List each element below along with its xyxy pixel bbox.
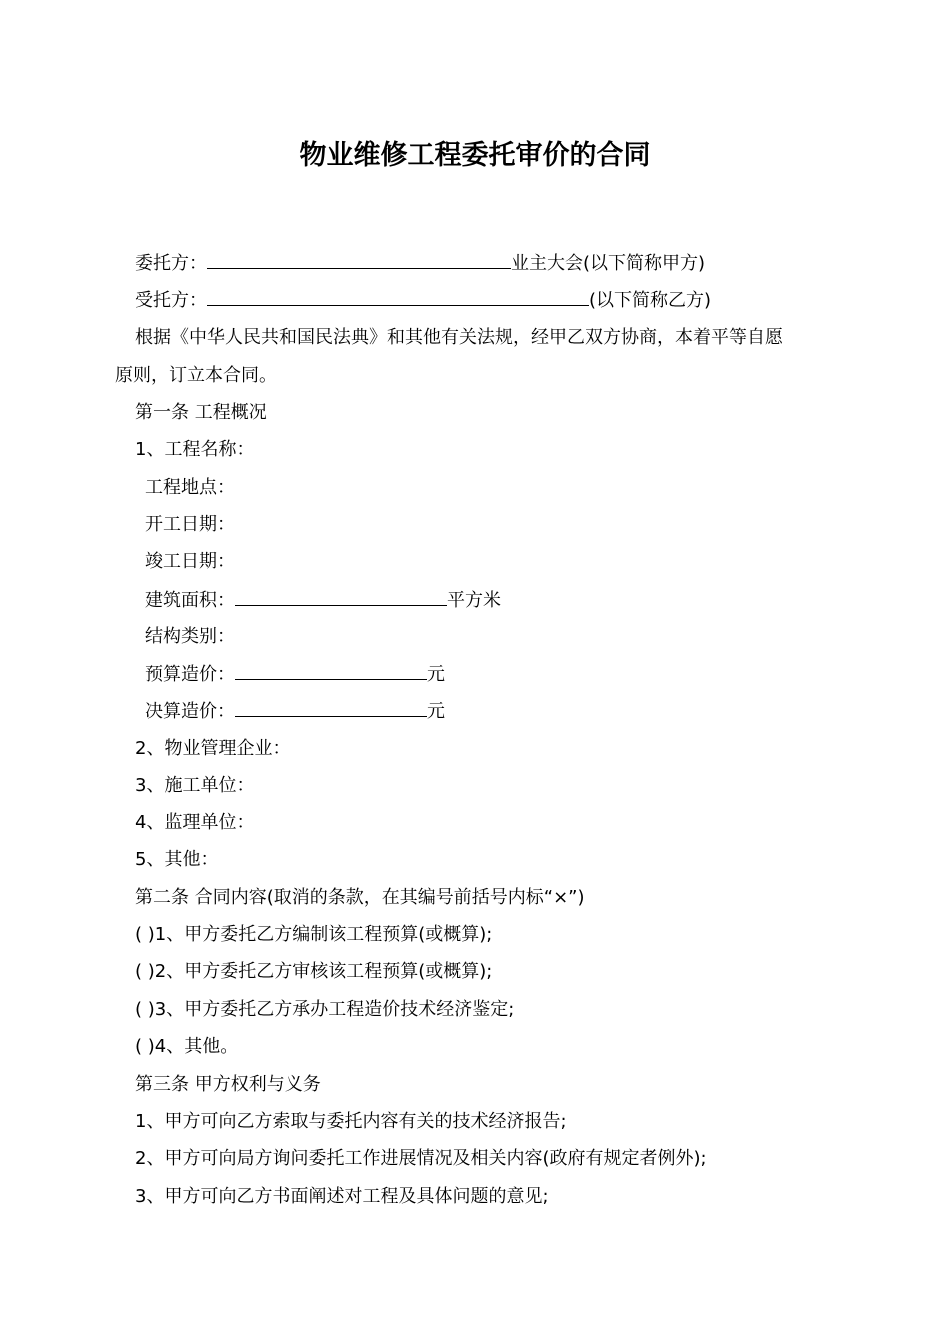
right-1: 1、甲方可向乙方索取与委托内容有关的技术经济报告; — [135, 1111, 567, 1132]
option-4: ( )4、其他。 — [135, 1036, 239, 1057]
completion-date: 竣工日期： — [145, 551, 235, 572]
client-blank[interactable] — [207, 251, 511, 269]
client-suffix: 业主大会(以下简称甲方) — [511, 253, 706, 274]
budget-cost-blank[interactable] — [235, 662, 427, 680]
preamble-line-1: 根据《中华人民共和国民法典》和其他有关法规，经甲乙双方协商，本着平等自愿 — [135, 327, 783, 348]
final-cost-line — [145, 699, 445, 724]
client-line — [135, 251, 705, 276]
item-5-other: 5、其他： — [135, 849, 219, 870]
option-2: ( )2、甲方委托乙方审核该工程预算(或概算); — [135, 961, 493, 982]
preamble-line-2: 原则，订立本合同。 — [115, 365, 277, 386]
item-4-supervision-unit: 4、监理单位： — [135, 812, 255, 833]
building-area-blank[interactable] — [235, 588, 447, 606]
final-cost-unit: 元 — [427, 701, 445, 722]
final-cost-blank[interactable] — [235, 699, 427, 717]
right-2: 2、甲方可向局方询问委托工作进展情况及相关内容(政府有规定者例外); — [135, 1148, 707, 1169]
article-3-heading: 第三条 甲方权利与义务 — [135, 1074, 321, 1095]
contractor-blank[interactable] — [207, 288, 589, 306]
right-3: 3、甲方可向乙方书面阐述对工程及具体问题的意见; — [135, 1186, 549, 1207]
item-1-project-name: 1、工程名称： — [135, 439, 255, 460]
item-3-construction-unit: 3、施工单位： — [135, 775, 255, 796]
article-1-heading: 第一条 工程概况 — [135, 402, 267, 423]
budget-cost-label: 预算造价： — [145, 664, 235, 685]
budget-cost-unit: 元 — [427, 664, 445, 685]
final-cost-label: 决算造价： — [145, 701, 235, 722]
structure-type: 结构类别： — [145, 626, 235, 647]
project-site: 工程地点： — [145, 477, 235, 498]
item-2-property-company: 2、物业管理企业： — [135, 738, 291, 759]
document-title: 物业维修工程委托审价的合同 — [299, 140, 651, 171]
building-area-label: 建筑面积： — [145, 590, 235, 611]
contractor-suffix: (以下简称乙方) — [589, 290, 712, 311]
building-area-line — [145, 588, 501, 613]
option-3: ( )3、甲方委托乙方承办工程造价技术经济鉴定; — [135, 999, 515, 1020]
contractor-line — [135, 288, 711, 313]
option-1: ( )1、甲方委托乙方编制该工程预算(或概算); — [135, 924, 493, 945]
client-label: 委托方： — [135, 253, 207, 274]
start-date: 开工日期： — [145, 514, 235, 535]
building-area-unit: 平方米 — [447, 590, 501, 611]
contractor-label: 受托方： — [135, 290, 207, 311]
article-2-heading: 第二条 合同内容(取消的条款，在其编号前括号内标“×”) — [135, 887, 585, 908]
budget-cost-line — [145, 662, 445, 687]
